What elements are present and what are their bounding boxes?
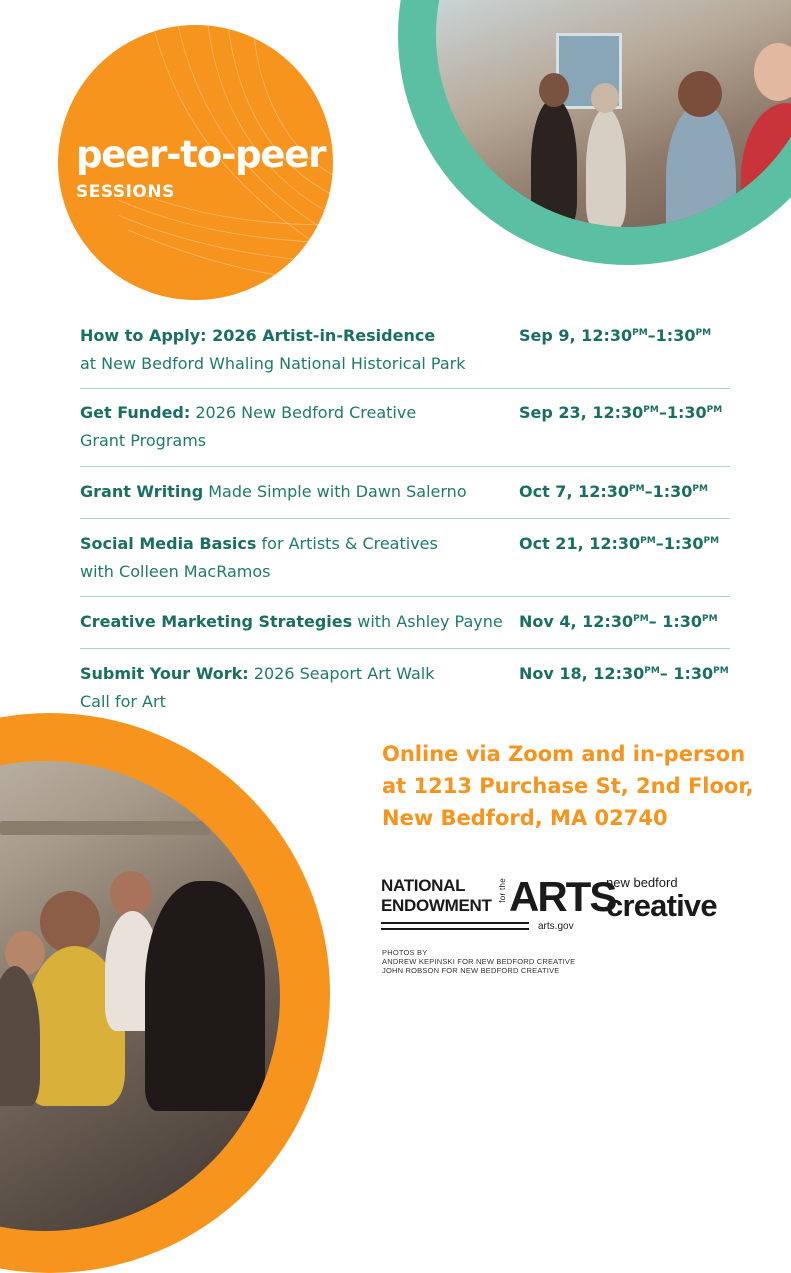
date-end: – 1:30 [659,664,714,683]
top-photo-frame [398,0,791,265]
photo-figure [666,103,736,227]
session-description [80,399,440,455]
session-title: Get Funded: [80,403,191,422]
session-detail: 2026 Seaport Art Walk Call for Art [80,664,435,711]
pm-mark: PM [713,666,729,676]
date-start: Oct 21, 12:30 [519,534,641,553]
session-row [80,519,730,597]
session-detail: with Ashley Payne [357,612,503,631]
pm-mark: PM [706,405,723,415]
session-description [80,530,452,586]
date-end: –1:30 [647,326,696,345]
session-row [80,597,730,649]
session-row [80,389,730,467]
session-title: Grant Writing [80,482,204,501]
photo-figure-head [591,83,619,113]
session-row [80,318,730,389]
session-detail: 2026 New Bedford Creative Grant Programs [80,403,417,450]
date-end: –1:30 [655,534,704,553]
nea-arts: ARTS [509,873,616,920]
pm-mark: PM [692,484,708,494]
pm-mark: PM [643,405,659,415]
photo-figure-head [754,43,791,101]
location-line-3: New Bedford, MA 02740 [382,806,668,830]
date-end: –1:30 [658,403,707,422]
date-end: – 1:30 [648,612,703,631]
session-description [80,322,512,378]
nbc-big-text: creative [606,888,717,923]
nea-site: arts.gov [538,921,574,932]
location-line-2: at 1213 Purchase St, 2nd Floor, [382,774,754,798]
pm-mark: PM [633,614,649,624]
session-title: Submit Your Work: [80,664,249,683]
pm-mark: PM [640,536,656,546]
photo-figure-head [678,71,722,117]
photo-figure-head [40,891,100,953]
photo-figure [741,103,791,227]
title-main: peer-to-peer [76,133,326,176]
nea-line-2: ENDOWMENT [381,896,492,915]
nea-wordmark [381,876,492,916]
event-photo-bottom [0,761,280,1231]
nbc-small-text: new bedford [606,875,678,890]
session-description [80,478,512,506]
session-row [80,467,730,519]
sessions-list [80,318,730,721]
event-location [382,738,782,834]
date-start: Sep 23, 12:30 [519,403,644,422]
pm-mark: PM [703,536,720,546]
title-circle [58,25,333,300]
session-date [519,530,719,558]
session-date [519,399,722,427]
pm-mark: PM [629,484,645,494]
session-title: How to Apply: 2026 Artist-in-Residence [80,326,436,345]
session-description [80,608,512,636]
nea-rule [381,922,529,930]
nea-line-1: NATIONAL [381,876,466,895]
session-title: Creative Marketing Strategies [80,612,353,631]
nea-logo [381,873,616,936]
session-detail: for Artists & Creatives with Colleen MacRamos [80,534,438,581]
credits-line-2: ANDREW KEPINSKI FOR NEW BEDFORD CREATIVE [382,957,576,966]
session-detail: at New Bedford Whaling National Historical Park [80,354,466,373]
pm-mark: PM [695,328,712,338]
pm-mark: PM [632,328,648,338]
title-sub: SESSIONS [76,182,175,202]
photo-shelf [0,821,210,835]
credits-line-3: JOHN ROBSON FOR NEW BEDFORD CREATIVE [382,966,560,975]
nbc-logo [606,876,717,922]
session-date [519,660,729,688]
pm-mark: PM [644,666,660,676]
nea-for-the: for the [498,878,507,903]
session-row [80,649,730,721]
photo-figure [145,881,265,1111]
session-title: Social Media Basics [80,534,257,553]
event-photo-top [436,0,791,227]
session-detail: Made Simple with Dawn Salerno [208,482,467,501]
credits-line-1: PHOTOS BY [382,948,428,957]
session-date [519,322,711,350]
date-start: Oct 7, 12:30 [519,482,630,501]
photo-credits [382,948,575,975]
bottom-photo-frame [0,713,330,1273]
session-date [519,478,708,506]
session-date [519,608,718,636]
date-end: –1:30 [644,482,693,501]
photo-figure [586,108,626,227]
pm-mark: PM [702,614,718,624]
photo-figure [531,98,577,227]
date-start: Nov 4, 12:30 [519,612,634,631]
photo-figure-head [539,73,569,107]
session-description [80,660,452,716]
date-start: Nov 18, 12:30 [519,664,645,683]
location-line-1: Online via Zoom and in-person [382,742,746,766]
date-start: Sep 9, 12:30 [519,326,633,345]
